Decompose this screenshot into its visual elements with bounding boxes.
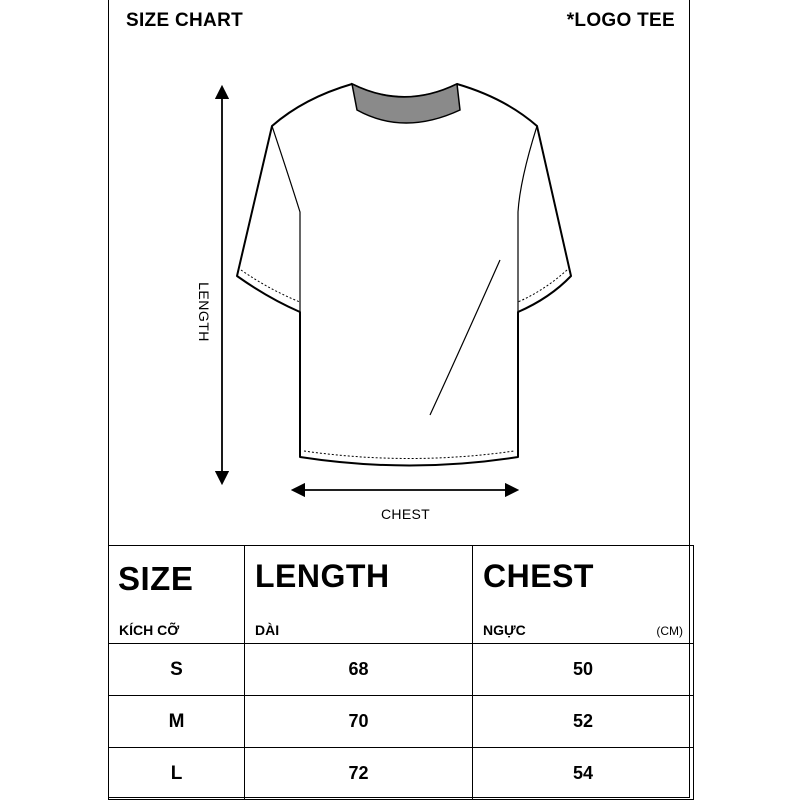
length-label: LENGTH — [196, 282, 212, 342]
size-cell: M — [109, 696, 245, 748]
header-chest-subtitle: NGỰC — [483, 622, 526, 638]
length-cell: 70 — [245, 696, 473, 748]
unit-label: (CM) — [656, 624, 683, 638]
product-name: *LOGO TEE — [566, 10, 675, 31]
header-size — [109, 546, 245, 644]
length-cell: 68 — [245, 644, 473, 696]
chest-cell: 50 — [473, 644, 694, 696]
chest-cell: 52 — [473, 696, 694, 748]
tshirt-icon — [237, 84, 571, 466]
header-chest-title: CHEST — [483, 558, 594, 594]
header-length-subtitle: DÀI — [255, 622, 280, 638]
table-row — [109, 644, 694, 696]
chest-label: CHEST — [381, 506, 430, 522]
size-cell: L — [109, 748, 245, 800]
table-row — [109, 748, 694, 800]
size-cell: S — [109, 644, 245, 696]
header-length-title: LENGTH — [255, 558, 390, 594]
table-header-row — [109, 546, 694, 644]
length-cell: 72 — [245, 748, 473, 800]
header-chest — [473, 546, 694, 644]
header-size-title: SIZE — [118, 560, 194, 597]
chest-cell: 54 — [473, 748, 694, 800]
page-title: SIZE CHART — [126, 10, 243, 31]
size-table — [108, 545, 694, 800]
header-length — [245, 546, 473, 644]
header-size-subtitle: KÍCH CỠ — [119, 622, 180, 638]
table-row — [109, 696, 694, 748]
